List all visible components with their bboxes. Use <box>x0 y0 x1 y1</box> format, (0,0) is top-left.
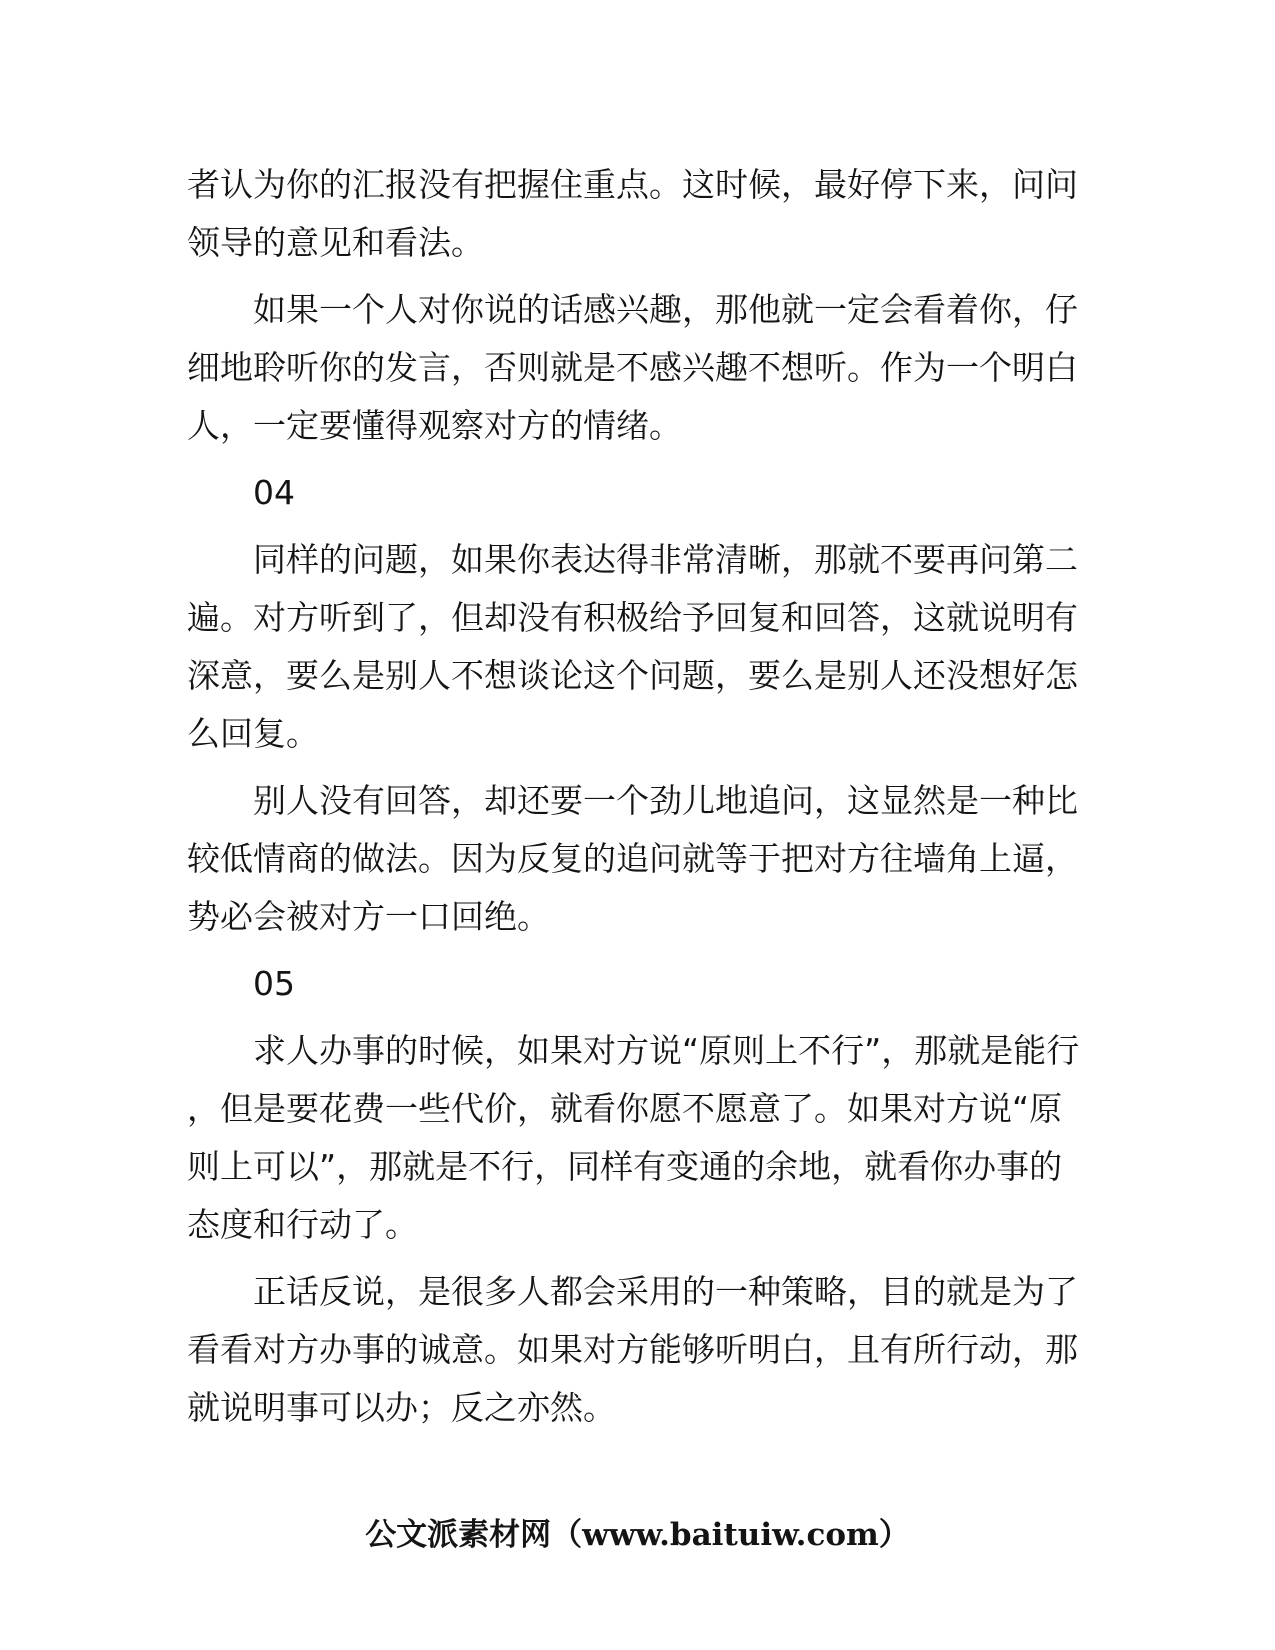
paragraph: 求人办事的时候，如果对方说“原则上不行”，那就是能行，但是要花费一些代价，就看你愿不愿意了。如果对方说“原则上可以”，那就是不行，同样有变通的余地，就看你办事的态度和行动了。 <box>187 1031 1080 1244</box>
paragraph: 正话反说，是很多人都会采用的一种策略，目的就是为了看看对方办事的诚意。如果对方能够听明白，且有所行动，那就说明事可以办；反之亦然。 <box>187 1272 1078 1427</box>
paragraph: 别人没有回答，却还要一个劲儿地追问，这显然是一种比较低情商的做法。因为反复的追问就等于把对方往墙角上逼，势必会被对方一口回绝。 <box>187 781 1078 936</box>
paragraph: 同样的问题，如果你表达得非常清晰，那就不要再问第二遍。对方听到了，但却没有积极给予回复和回答，这就说明有深意，要么是别人不想谈论这个问题，要么是别人还没想好怎么回复。 <box>187 540 1078 753</box>
section-number: 04 <box>253 473 295 512</box>
section-number: 05 <box>253 964 295 1003</box>
paragraph: 如果一个人对你说的话感兴趣，那他就一定会看着你，仔细地聆听你的发言，否则就是不感兴趣不想听。作为一个明白人，一定要懂得观察对方的情绪。 <box>187 290 1078 445</box>
footer-watermark: 公文派素材网（www.baituiw.com） <box>365 1517 910 1553</box>
document-body <box>187 156 1087 1437</box>
paragraph-continuation: 者认为你的汇报没有把握住重点。这时候，最好停下来，问问领导的意见和看法。 <box>187 165 1078 262</box>
